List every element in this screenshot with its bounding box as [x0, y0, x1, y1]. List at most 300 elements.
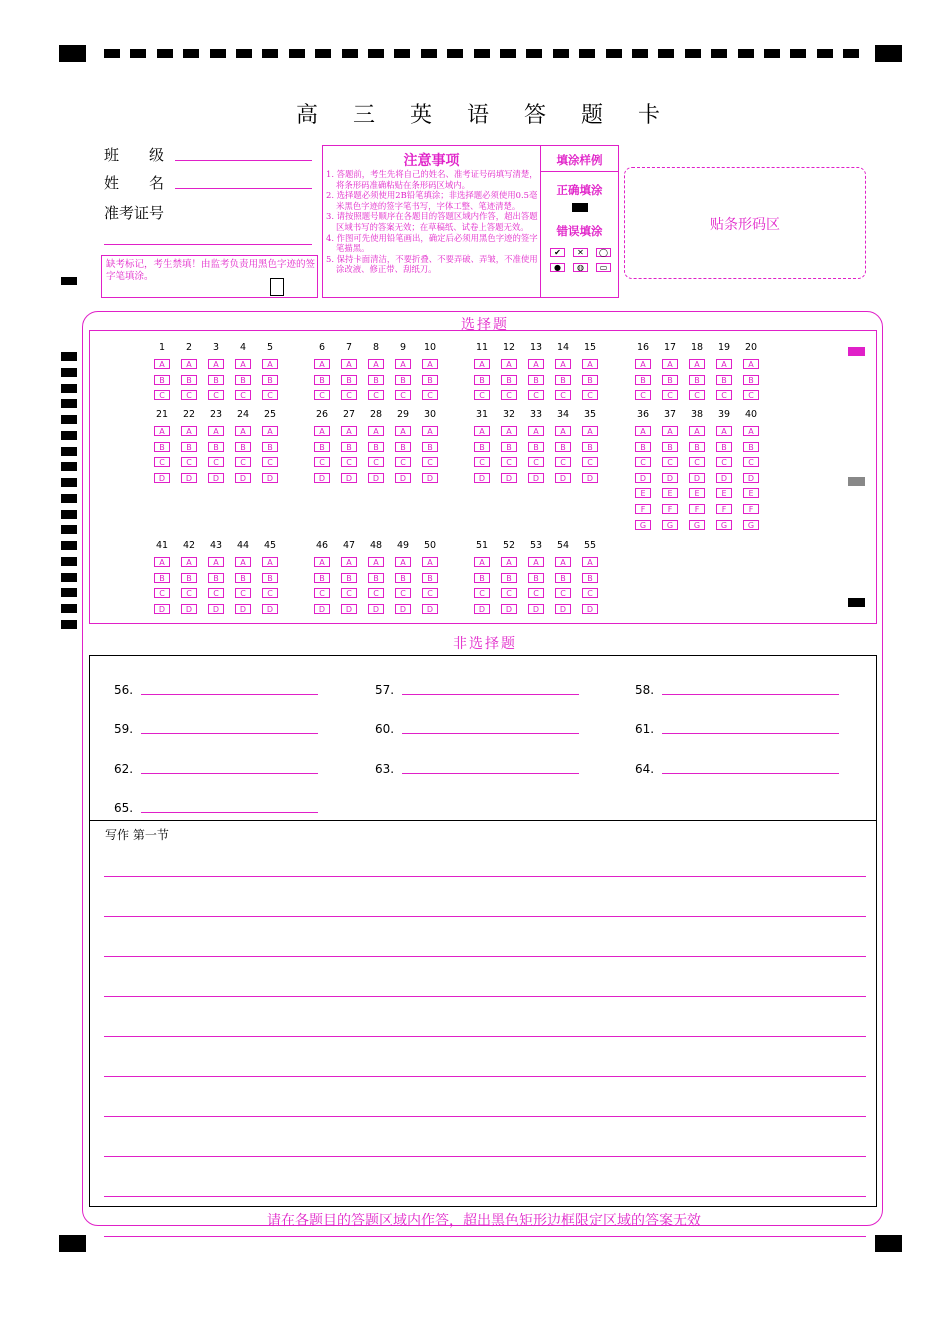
option-bubble-b[interactable]: B — [368, 573, 384, 583]
option-bubble-a[interactable]: A — [208, 426, 224, 436]
blank-answer-line[interactable] — [141, 694, 318, 695]
option-bubble-c[interactable]: C — [528, 588, 544, 598]
timing-mark — [61, 494, 77, 503]
wrong-mark-cross: ✕ — [573, 248, 588, 257]
option-bubble-a[interactable]: A — [154, 557, 170, 567]
barcode-area — [624, 167, 866, 279]
option-bubble-b[interactable]: B — [635, 375, 651, 385]
option-bubble-a[interactable]: A — [555, 426, 571, 436]
option-bubble-b[interactable]: B — [154, 375, 170, 385]
writing-line[interactable] — [104, 1076, 866, 1077]
question-number: 28 — [369, 409, 383, 420]
question-number: 15 — [583, 342, 597, 353]
timing-mark — [394, 49, 410, 58]
option-bubble-c[interactable]: C — [181, 588, 197, 598]
option-bubble-f[interactable]: F — [743, 504, 759, 514]
option-bubble-a[interactable]: A — [422, 557, 438, 567]
blank-number: 65. — [114, 801, 134, 815]
option-bubble-a[interactable]: A — [262, 359, 278, 369]
option-bubble-b[interactable]: B — [422, 573, 438, 583]
option-bubble-a[interactable]: A — [341, 557, 357, 567]
writing-line[interactable] — [104, 1196, 866, 1197]
option-bubble-c[interactable]: C — [208, 457, 224, 467]
option-bubble-d[interactable]: D — [422, 473, 438, 483]
timing-mark — [526, 49, 542, 58]
option-bubble-c[interactable]: C — [314, 390, 330, 400]
name-label: 姓 名 — [104, 174, 165, 192]
option-bubble-a[interactable]: A — [181, 359, 197, 369]
blank-answer-line[interactable] — [402, 694, 579, 695]
option-bubble-a[interactable]: A — [474, 557, 490, 567]
option-bubble-b[interactable]: B — [395, 573, 411, 583]
option-bubble-e[interactable]: E — [743, 488, 759, 498]
option-bubble-c[interactable]: C — [528, 390, 544, 400]
option-bubble-a[interactable]: A — [314, 359, 330, 369]
question-number: 46 — [315, 540, 329, 551]
question-number: 40 — [744, 409, 758, 420]
question-number: 29 — [396, 409, 410, 420]
option-bubble-d[interactable]: D — [662, 473, 678, 483]
option-bubble-b[interactable]: B — [368, 442, 384, 452]
option-bubble-d[interactable]: D — [154, 604, 170, 614]
option-bubble-d[interactable]: D — [501, 473, 517, 483]
option-bubble-d[interactable]: D — [262, 473, 278, 483]
blank-number: 59. — [114, 722, 134, 736]
writing-line[interactable] — [104, 1036, 866, 1037]
option-bubble-a[interactable]: A — [181, 426, 197, 436]
timing-mark — [61, 557, 77, 566]
option-bubble-c[interactable]: C — [422, 457, 438, 467]
corner-mark-bottom-right — [875, 1235, 902, 1252]
option-bubble-a[interactable]: A — [235, 359, 251, 369]
option-bubble-c[interactable]: C — [555, 457, 571, 467]
option-bubble-c[interactable]: C — [181, 457, 197, 467]
timing-mark — [236, 49, 252, 58]
option-bubble-e[interactable]: E — [662, 488, 678, 498]
option-bubble-d[interactable]: D — [582, 604, 598, 614]
absent-mark-box[interactable] — [270, 278, 284, 296]
option-bubble-a[interactable]: A — [662, 426, 678, 436]
question-number: 22 — [182, 409, 196, 420]
option-bubble-a[interactable]: A — [154, 426, 170, 436]
option-bubble-d[interactable]: D — [314, 604, 330, 614]
option-bubble-b[interactable]: B — [235, 442, 251, 452]
option-bubble-a[interactable]: A — [528, 557, 544, 567]
option-bubble-a[interactable]: A — [555, 557, 571, 567]
writing-line[interactable] — [104, 916, 866, 917]
option-bubble-a[interactable]: A — [314, 426, 330, 436]
option-bubble-a[interactable]: A — [395, 359, 411, 369]
option-bubble-d[interactable]: D — [314, 473, 330, 483]
option-bubble-c[interactable]: C — [235, 457, 251, 467]
option-bubble-d[interactable]: D — [341, 604, 357, 614]
option-bubble-b[interactable]: B — [716, 442, 732, 452]
option-bubble-b[interactable]: B — [743, 375, 759, 385]
option-bubble-f[interactable]: F — [716, 504, 732, 514]
option-bubble-d[interactable]: D — [368, 473, 384, 483]
option-bubble-a[interactable]: A — [368, 426, 384, 436]
notice-list — [326, 169, 538, 275]
option-bubble-b[interactable]: B — [181, 442, 197, 452]
option-bubble-d[interactable]: D — [474, 473, 490, 483]
option-bubble-a[interactable]: A — [689, 426, 705, 436]
blank-answer-line[interactable] — [141, 773, 318, 774]
option-bubble-d[interactable]: D — [716, 473, 732, 483]
option-bubble-d[interactable]: D — [555, 473, 571, 483]
option-bubble-b[interactable]: B — [474, 375, 490, 385]
option-bubble-c[interactable]: C — [582, 588, 598, 598]
option-bubble-c[interactable]: C — [262, 588, 278, 598]
question-number: 27 — [342, 409, 356, 420]
question-number: 36 — [636, 409, 650, 420]
question-number: 20 — [744, 342, 758, 353]
option-bubble-b[interactable]: B — [689, 375, 705, 385]
timing-mark — [157, 49, 173, 58]
option-bubble-c[interactable]: C — [395, 390, 411, 400]
option-bubble-b[interactable]: B — [422, 375, 438, 385]
timing-mark — [61, 525, 77, 534]
option-bubble-d[interactable]: D — [555, 604, 571, 614]
writing-line[interactable] — [104, 1116, 866, 1117]
option-bubble-d[interactable]: D — [689, 473, 705, 483]
timing-mark — [553, 49, 569, 58]
option-bubble-a[interactable]: A — [422, 359, 438, 369]
option-bubble-d[interactable]: D — [395, 473, 411, 483]
option-bubble-d[interactable]: D — [181, 473, 197, 483]
option-bubble-b[interactable]: B — [474, 573, 490, 583]
option-bubble-a[interactable]: A — [154, 359, 170, 369]
option-bubble-c[interactable]: C — [341, 390, 357, 400]
option-bubble-a[interactable]: A — [501, 557, 517, 567]
question-number: 13 — [529, 342, 543, 353]
option-bubble-c[interactable]: C — [154, 588, 170, 598]
name-field[interactable] — [175, 188, 312, 189]
option-bubble-e[interactable]: E — [716, 488, 732, 498]
question-number: 32 — [502, 409, 516, 420]
writing-line[interactable] — [104, 956, 866, 957]
option-bubble-b[interactable]: B — [555, 573, 571, 583]
option-bubble-b[interactable]: B — [501, 375, 517, 385]
option-bubble-a[interactable]: A — [528, 426, 544, 436]
option-bubble-g[interactable]: G — [662, 520, 678, 530]
question-number: 51 — [475, 540, 489, 551]
option-bubble-g[interactable]: G — [635, 520, 651, 530]
option-bubble-a[interactable]: A — [662, 359, 678, 369]
option-bubble-d[interactable]: D — [474, 604, 490, 614]
question-number: 23 — [209, 409, 223, 420]
option-bubble-d[interactable]: D — [235, 473, 251, 483]
option-bubble-c[interactable]: C — [501, 390, 517, 400]
option-bubble-b[interactable]: B — [555, 375, 571, 385]
option-bubble-a[interactable]: A — [368, 557, 384, 567]
option-bubble-b[interactable]: B — [662, 442, 678, 452]
wrong-mark-dot: ● — [550, 263, 565, 272]
option-bubble-b[interactable]: B — [662, 375, 678, 385]
side-mark — [61, 277, 77, 285]
right-marker-gray — [848, 477, 865, 486]
option-bubble-g[interactable]: G — [716, 520, 732, 530]
option-bubble-b[interactable]: B — [635, 442, 651, 452]
blank-answer-line[interactable] — [662, 694, 839, 695]
option-bubble-c[interactable]: C — [341, 588, 357, 598]
option-bubble-b[interactable]: B — [395, 375, 411, 385]
timing-mark — [711, 49, 727, 58]
option-bubble-b[interactable]: B — [582, 442, 598, 452]
option-bubble-b[interactable]: B — [689, 442, 705, 452]
option-bubble-b[interactable]: B — [528, 573, 544, 583]
option-bubble-a[interactable]: A — [262, 426, 278, 436]
option-bubble-d[interactable]: D — [208, 473, 224, 483]
timing-mark — [61, 510, 77, 519]
question-number: 12 — [502, 342, 516, 353]
blank-number: 56. — [114, 683, 134, 697]
option-bubble-d[interactable]: D — [743, 473, 759, 483]
question-number: 34 — [556, 409, 570, 420]
barcode-label: 贴条形码区 — [710, 217, 780, 233]
question-number: 30 — [423, 409, 437, 420]
option-bubble-b[interactable]: B — [555, 442, 571, 452]
option-bubble-b[interactable]: B — [501, 442, 517, 452]
writing-line[interactable] — [104, 1156, 866, 1157]
timing-mark — [61, 352, 77, 361]
option-bubble-b[interactable]: B — [181, 573, 197, 583]
question-number: 50 — [423, 540, 437, 551]
option-bubble-a[interactable]: A — [395, 557, 411, 567]
option-bubble-c[interactable]: C — [262, 457, 278, 467]
option-bubble-b[interactable]: B — [208, 573, 224, 583]
option-bubble-b[interactable]: B — [262, 375, 278, 385]
option-bubble-c[interactable]: C — [368, 457, 384, 467]
timing-mark — [61, 399, 77, 408]
notice-title: 注意事项 — [403, 153, 460, 169]
exam-id-field[interactable] — [104, 244, 312, 245]
option-bubble-d[interactable]: D — [262, 604, 278, 614]
option-bubble-a[interactable]: A — [582, 557, 598, 567]
option-bubble-a[interactable]: A — [501, 359, 517, 369]
page-title: 高 三 英 语 答 题 卡 — [296, 103, 674, 128]
option-bubble-c[interactable]: C — [368, 390, 384, 400]
option-bubble-b[interactable]: B — [341, 375, 357, 385]
option-bubble-d[interactable]: D — [181, 604, 197, 614]
writing-divider — [89, 820, 877, 821]
option-bubble-c[interactable]: C — [582, 390, 598, 400]
writing-line[interactable] — [104, 876, 866, 877]
writing-line[interactable] — [104, 996, 866, 997]
option-bubble-c[interactable]: C — [395, 457, 411, 467]
option-bubble-d[interactable]: D — [528, 473, 544, 483]
option-bubble-b[interactable]: B — [528, 375, 544, 385]
option-bubble-c[interactable]: C — [235, 390, 251, 400]
timing-mark — [579, 49, 595, 58]
option-bubble-g[interactable]: G — [743, 520, 759, 530]
option-bubble-b[interactable]: B — [208, 442, 224, 452]
option-bubble-c[interactable]: C — [716, 390, 732, 400]
option-bubble-b[interactable]: B — [314, 442, 330, 452]
option-bubble-c[interactable]: C — [368, 588, 384, 598]
option-bubble-a[interactable]: A — [422, 426, 438, 436]
option-bubble-g[interactable]: G — [689, 520, 705, 530]
timing-mark — [61, 620, 77, 629]
option-bubble-c[interactable]: C — [395, 588, 411, 598]
option-bubble-b[interactable]: B — [314, 573, 330, 583]
option-bubble-d[interactable]: D — [154, 473, 170, 483]
option-bubble-c[interactable]: C — [314, 457, 330, 467]
option-bubble-a[interactable]: A — [208, 557, 224, 567]
option-bubble-a[interactable]: A — [743, 426, 759, 436]
class-field[interactable] — [175, 160, 312, 161]
option-bubble-c[interactable]: C — [501, 457, 517, 467]
option-bubble-a[interactable]: A — [181, 557, 197, 567]
option-bubble-d[interactable]: D — [635, 473, 651, 483]
option-bubble-a[interactable]: A — [474, 426, 490, 436]
timing-mark — [632, 49, 648, 58]
option-bubble-c[interactable]: C — [341, 457, 357, 467]
blank-answer-line[interactable] — [141, 733, 318, 734]
timing-mark — [61, 573, 77, 582]
option-bubble-b[interactable]: B — [582, 375, 598, 385]
blank-number: 57. — [375, 683, 395, 697]
option-bubble-c[interactable]: C — [422, 588, 438, 598]
option-bubble-f[interactable]: F — [689, 504, 705, 514]
option-bubble-c[interactable]: C — [501, 588, 517, 598]
option-bubble-c[interactable]: C — [474, 390, 490, 400]
option-bubble-a[interactable]: A — [635, 359, 651, 369]
option-bubble-a[interactable]: A — [501, 426, 517, 436]
option-bubble-f[interactable]: F — [662, 504, 678, 514]
question-number: 55 — [583, 540, 597, 551]
option-bubble-d[interactable]: D — [368, 604, 384, 614]
blank-answer-line[interactable] — [662, 773, 839, 774]
option-bubble-b[interactable]: B — [716, 375, 732, 385]
option-bubble-c[interactable]: C — [422, 390, 438, 400]
option-bubble-b[interactable]: B — [474, 442, 490, 452]
option-bubble-b[interactable]: B — [235, 375, 251, 385]
option-bubble-b[interactable]: B — [368, 375, 384, 385]
option-bubble-b[interactable]: B — [341, 573, 357, 583]
option-bubble-a[interactable]: A — [235, 426, 251, 436]
option-bubble-d[interactable]: D — [422, 604, 438, 614]
option-bubble-d[interactable]: D — [208, 604, 224, 614]
option-bubble-c[interactable]: C — [262, 390, 278, 400]
blank-answer-line[interactable] — [141, 812, 318, 813]
option-bubble-a[interactable]: A — [395, 426, 411, 436]
option-bubble-b[interactable]: B — [422, 442, 438, 452]
question-number: 37 — [663, 409, 677, 420]
option-bubble-a[interactable]: A — [528, 359, 544, 369]
option-bubble-c[interactable]: C — [208, 390, 224, 400]
option-bubble-a[interactable]: A — [262, 557, 278, 567]
option-bubble-a[interactable]: A — [314, 557, 330, 567]
option-bubble-b[interactable]: B — [208, 375, 224, 385]
option-bubble-c[interactable]: C — [555, 390, 571, 400]
option-bubble-a[interactable]: A — [368, 359, 384, 369]
option-bubble-a[interactable]: A — [208, 359, 224, 369]
notice-item: 3. 请按照题号顺序在各题目的答题区域内作答，超出答题区域书写的答案无效；在草稿纸、试卷上答题无效。 — [326, 211, 538, 232]
option-bubble-c[interactable]: C — [716, 457, 732, 467]
option-bubble-f[interactable]: F — [635, 504, 651, 514]
option-bubble-e[interactable]: E — [689, 488, 705, 498]
option-bubble-d[interactable]: D — [395, 604, 411, 614]
option-bubble-b[interactable]: B — [743, 442, 759, 452]
blank-answer-line[interactable] — [402, 773, 579, 774]
option-bubble-b[interactable]: B — [395, 442, 411, 452]
timing-mark — [104, 49, 120, 58]
option-bubble-d[interactable]: D — [501, 604, 517, 614]
question-number: 24 — [236, 409, 250, 420]
option-bubble-d[interactable]: D — [582, 473, 598, 483]
option-bubble-a[interactable]: A — [689, 359, 705, 369]
question-number: 7 — [345, 342, 353, 353]
option-bubble-a[interactable]: A — [716, 359, 732, 369]
option-bubble-b[interactable]: B — [341, 442, 357, 452]
option-bubble-c[interactable]: C — [154, 390, 170, 400]
option-bubble-c[interactable]: C — [555, 588, 571, 598]
option-bubble-d[interactable]: D — [341, 473, 357, 483]
blank-answer-line[interactable] — [662, 733, 839, 734]
option-bubble-c[interactable]: C — [743, 457, 759, 467]
option-bubble-b[interactable]: B — [154, 573, 170, 583]
option-bubble-b[interactable]: B — [262, 442, 278, 452]
option-bubble-b[interactable]: B — [181, 375, 197, 385]
option-bubble-c[interactable]: C — [635, 390, 651, 400]
option-bubble-c[interactable]: C — [689, 390, 705, 400]
option-bubble-b[interactable]: B — [262, 573, 278, 583]
option-bubble-c[interactable]: C — [154, 457, 170, 467]
option-bubble-c[interactable]: C — [181, 390, 197, 400]
writing-line[interactable] — [104, 1236, 866, 1237]
option-bubble-b[interactable]: B — [314, 375, 330, 385]
question-number: 33 — [529, 409, 543, 420]
option-bubble-c[interactable]: C — [743, 390, 759, 400]
option-bubble-b[interactable]: B — [528, 442, 544, 452]
option-bubble-a[interactable]: A — [474, 359, 490, 369]
option-bubble-a[interactable]: A — [582, 426, 598, 436]
option-bubble-e[interactable]: E — [635, 488, 651, 498]
option-bubble-a[interactable]: A — [235, 557, 251, 567]
question-number: 26 — [315, 409, 329, 420]
option-bubble-b[interactable]: B — [582, 573, 598, 583]
blank-answer-line[interactable] — [402, 733, 579, 734]
option-bubble-a[interactable]: A — [555, 359, 571, 369]
timing-mark — [421, 49, 437, 58]
option-bubble-c[interactable]: C — [314, 588, 330, 598]
footer-note: 请在各题目的答题区域内作答，超出黑色矩形边框限定区域的答案无效 — [267, 1213, 701, 1229]
option-bubble-c[interactable]: C — [635, 457, 651, 467]
option-bubble-a[interactable]: A — [716, 426, 732, 436]
option-bubble-c[interactable]: C — [662, 457, 678, 467]
timing-mark — [210, 49, 226, 58]
option-bubble-c[interactable]: C — [662, 390, 678, 400]
option-bubble-b[interactable]: B — [235, 573, 251, 583]
option-bubble-c[interactable]: C — [582, 457, 598, 467]
option-bubble-a[interactable]: A — [341, 359, 357, 369]
option-bubble-d[interactable]: D — [528, 604, 544, 614]
option-bubble-a[interactable]: A — [635, 426, 651, 436]
option-bubble-a[interactable]: A — [743, 359, 759, 369]
option-bubble-c[interactable]: C — [474, 588, 490, 598]
option-bubble-c[interactable]: C — [235, 588, 251, 598]
option-bubble-c[interactable]: C — [689, 457, 705, 467]
option-bubble-c[interactable]: C — [208, 588, 224, 598]
option-bubble-c[interactable]: C — [474, 457, 490, 467]
option-bubble-b[interactable]: B — [154, 442, 170, 452]
option-bubble-b[interactable]: B — [501, 573, 517, 583]
option-bubble-d[interactable]: D — [235, 604, 251, 614]
option-bubble-c[interactable]: C — [528, 457, 544, 467]
question-number: 53 — [529, 540, 543, 551]
option-bubble-a[interactable]: A — [341, 426, 357, 436]
option-bubble-a[interactable]: A — [582, 359, 598, 369]
